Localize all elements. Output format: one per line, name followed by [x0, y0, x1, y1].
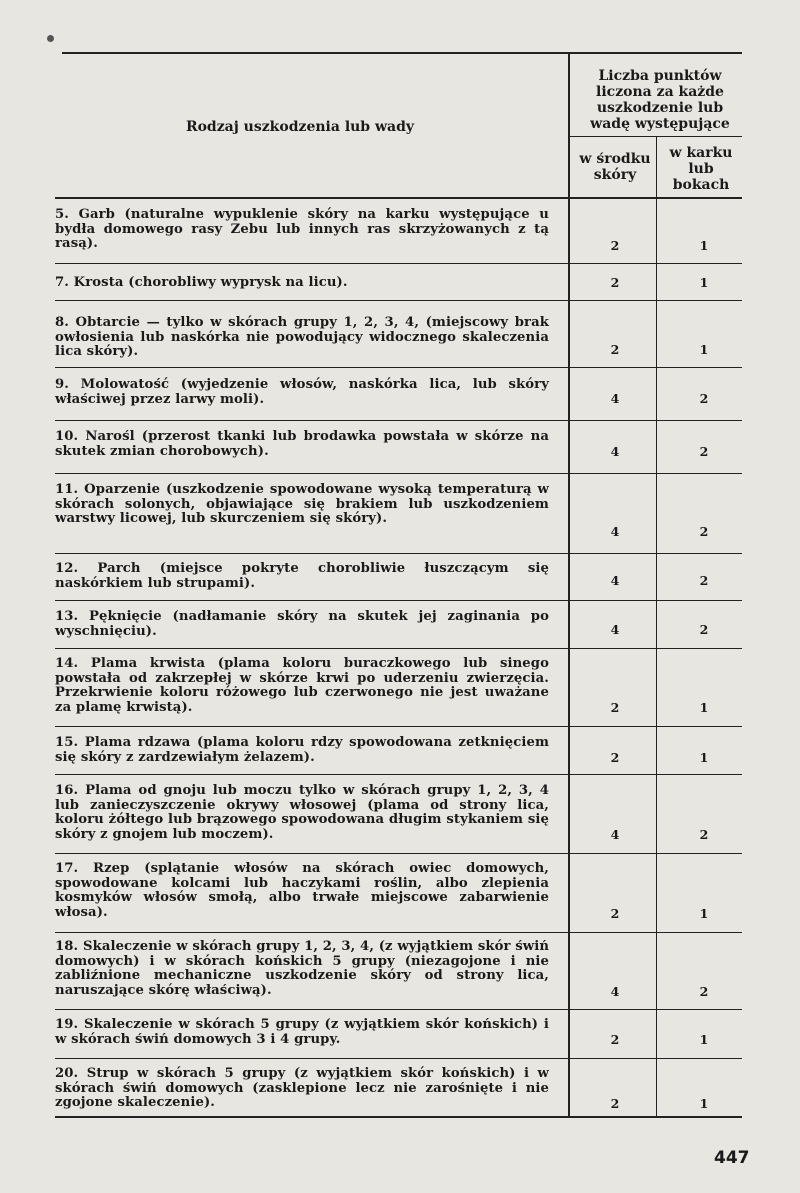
edge-points-value: 2: [699, 827, 709, 842]
edge-points-value: 1: [699, 1096, 709, 1111]
defect-number: 11.: [55, 482, 79, 497]
edge-points-value: 1: [699, 238, 709, 253]
center-points-value: 4: [610, 827, 620, 842]
defect-text: Parch (miejsce pokryte chorobliwie łuszczącym się naskórkiem lub strupami).: [55, 561, 549, 591]
edge-points-value: 2: [699, 444, 709, 459]
center-points-value: 2: [610, 700, 620, 715]
row-separator: [55, 726, 742, 727]
defect-number: 7.: [55, 275, 69, 290]
points-header-line: liczona za każde: [596, 84, 724, 100]
row-separator: [55, 420, 742, 421]
defect-text: Krosta (chorobliwy wyprysk na licu).: [73, 275, 348, 290]
row-separator: [55, 648, 742, 649]
center-points-value: 4: [610, 573, 620, 588]
edge-points-value: 1: [699, 342, 709, 357]
defect-description: [55, 610, 549, 639]
center-points-value: 2: [610, 906, 620, 921]
points-header-line: Liczba punktów: [598, 68, 722, 84]
defect-text: Plama rdzawa (plama koloru rdzy spowodowana zetknięciem się skóry z zardzewiałym żelazem).: [55, 735, 549, 765]
defect-text: Rzep (splątanie włosów na skórach owiec domowych, spowodowane kolcami lub haczykami roślin, albo zlepienia kosmyków włosów smołą, albo trwałe miejscowe zabarwienie włosa).: [55, 861, 549, 920]
defect-text: Molowatość (wyjedzenie włosów, naskórka lica, lub skóry właściwej przez larwy moli).: [55, 377, 549, 407]
edge-points-value: 1: [699, 906, 709, 921]
row-separator: [55, 1058, 742, 1059]
edge-header-line: bokach: [672, 177, 730, 193]
center-points-value: 4: [610, 391, 620, 406]
defect-number: 12.: [55, 561, 79, 576]
defect-description: [55, 483, 549, 527]
center-points-value: 4: [610, 444, 620, 459]
edge-points-value: 2: [699, 524, 709, 539]
row-separator: [55, 853, 742, 854]
defect-number: 16.: [55, 783, 79, 798]
row-separator: [55, 473, 742, 474]
row-separator: [55, 1009, 742, 1010]
defect-column-header: Rodzaj uszkodzenia lub wady: [185, 119, 415, 135]
defect-description: [55, 784, 549, 842]
defect-description: [55, 430, 549, 459]
defect-number: 14.: [55, 656, 79, 671]
defect-number: 8.: [55, 315, 69, 330]
edge-points-value: 1: [699, 750, 709, 765]
points-header-line: wadę występujące: [590, 116, 730, 132]
row-separator: [55, 263, 742, 264]
points-column-header: [572, 68, 748, 132]
defect-description: [55, 316, 549, 360]
center-points-value: 2: [610, 238, 620, 253]
center-points-value: 2: [610, 750, 620, 765]
defect-description: [55, 208, 549, 252]
defect-text: Garb (naturalne wypuklenie skóry na karku występujące u bydła domowego rasy Zebu lub innych ras skrzyżowanych z tą rasą).: [55, 207, 549, 251]
center-points-value: 4: [610, 524, 620, 539]
row-separator: [55, 600, 742, 601]
center-points-value: 2: [610, 1096, 620, 1111]
header-bottom-rule: [55, 197, 742, 199]
points-header-line: uszkodzenie lub: [596, 100, 724, 116]
defect-description: [55, 276, 549, 291]
edge-points-value: 1: [699, 275, 709, 290]
defect-description: [55, 940, 549, 998]
defect-number: 13.: [55, 609, 79, 624]
center-points-value: 2: [610, 342, 620, 357]
defect-number: 15.: [55, 735, 79, 750]
center-points-value: 2: [610, 1032, 620, 1047]
defect-number: 17.: [55, 861, 79, 876]
row-separator: [55, 300, 742, 301]
edge-points-value: 2: [699, 622, 709, 637]
defect-text: Obtarcie — tylko w skórach grupy 1, 2, 3, 4, (miejscowy brak owłosienia lub naskórka nie powodujący widocznego skaleczenia lica skóry).: [55, 315, 549, 359]
edge-points-value: 2: [699, 573, 709, 588]
defect-number: 20.: [55, 1066, 79, 1081]
center-points-value: 2: [610, 275, 620, 290]
defect-text: Plama krwista (plama koloru buraczkowego lub sinego powstała od zakrzepłej w skórze krwi po uderzeniu zwierzęcia. Przekrwienie koloru różowego lub czerwonego nie jest uważane za plamę krwistą).: [55, 656, 549, 715]
center-header-line: w środku: [579, 151, 651, 167]
defect-description: [55, 736, 549, 765]
defect-description: [55, 562, 549, 591]
defect-description: [55, 657, 549, 715]
defect-text: Plama od gnoju lub moczu tylko w skórach grupy 1, 2, 3, 4 lub zanieczyszczenie okrywy włosowej (plama od strony lica, koloru żółtego lub brązowego spowodowana długim stykaniem się skóry z gnojem lub moczem).: [55, 783, 549, 842]
defect-description: [55, 378, 549, 407]
defect-text: Skaleczenie w skórach grupy 1, 2, 3, 4, (z wyjątkiem skór świń domowych) i w skórach końskich 5 grupy (niezagojone i nie zabliźnione mechaniczne uszkodzenie skóry od strony lica, naruszające skórę właściwą).: [55, 939, 550, 998]
edge-points-value: 2: [699, 984, 709, 999]
column-divider: [656, 136, 657, 1117]
edge-header-line: lub: [688, 161, 714, 177]
center-column-header: [573, 151, 657, 183]
column-divider: [568, 52, 570, 1117]
defect-number: 19.: [55, 1017, 79, 1032]
edge-points-value: 2: [699, 391, 709, 406]
edge-points-value: 1: [699, 700, 709, 715]
table-bottom-rule: [55, 1116, 742, 1118]
defect-text: Strup w skórach 5 grupy (z wyjątkiem skór końskich) i w skórach świń domowych (zasklepione lecz nie zarośnięte i nie zgojone skaleczenie).: [55, 1066, 549, 1110]
page-mark: [47, 35, 54, 42]
defect-text: Skaleczenie w skórach 5 grupy (z wyjątkiem skór końskich) i w skórach świń domowych 3 i 4 grupy.: [55, 1017, 549, 1047]
defect-description: [55, 862, 549, 920]
defect-text: Oparzenie (uszkodzenie spowodowane wysoką temperaturą w skórach solonych, objawiające się brakiem lub uszkodzeniem warstwy licowej, lub skurczeniem się skóry).: [55, 482, 550, 526]
edge-column-header: [660, 145, 742, 193]
center-points-value: 4: [610, 622, 620, 637]
defect-number: 9.: [55, 377, 69, 392]
defect-number: 5.: [55, 207, 69, 222]
edge-header-line: w karku: [669, 145, 733, 161]
defect-description: [55, 1018, 549, 1047]
defect-text: Pęknięcie (nadłamanie skóry na skutek jej zaginania po wyschnięciu).: [55, 609, 549, 639]
row-separator: [55, 774, 742, 775]
center-points-value: 4: [610, 984, 620, 999]
defect-description: [55, 1067, 549, 1111]
center-header-line: skóry: [593, 167, 637, 183]
row-separator: [55, 932, 742, 933]
table-top-rule: [62, 52, 742, 54]
defect-number: 18.: [55, 939, 79, 954]
defect-text: Narośl (przerost tkanki lub brodawka powstała w skórze na skutek zmian chorobowych).: [55, 429, 549, 459]
edge-points-value: 1: [699, 1032, 709, 1047]
row-separator: [55, 367, 742, 368]
page-number: 447: [714, 1148, 750, 1168]
row-separator: [55, 553, 742, 554]
defect-number: 10.: [55, 429, 79, 444]
